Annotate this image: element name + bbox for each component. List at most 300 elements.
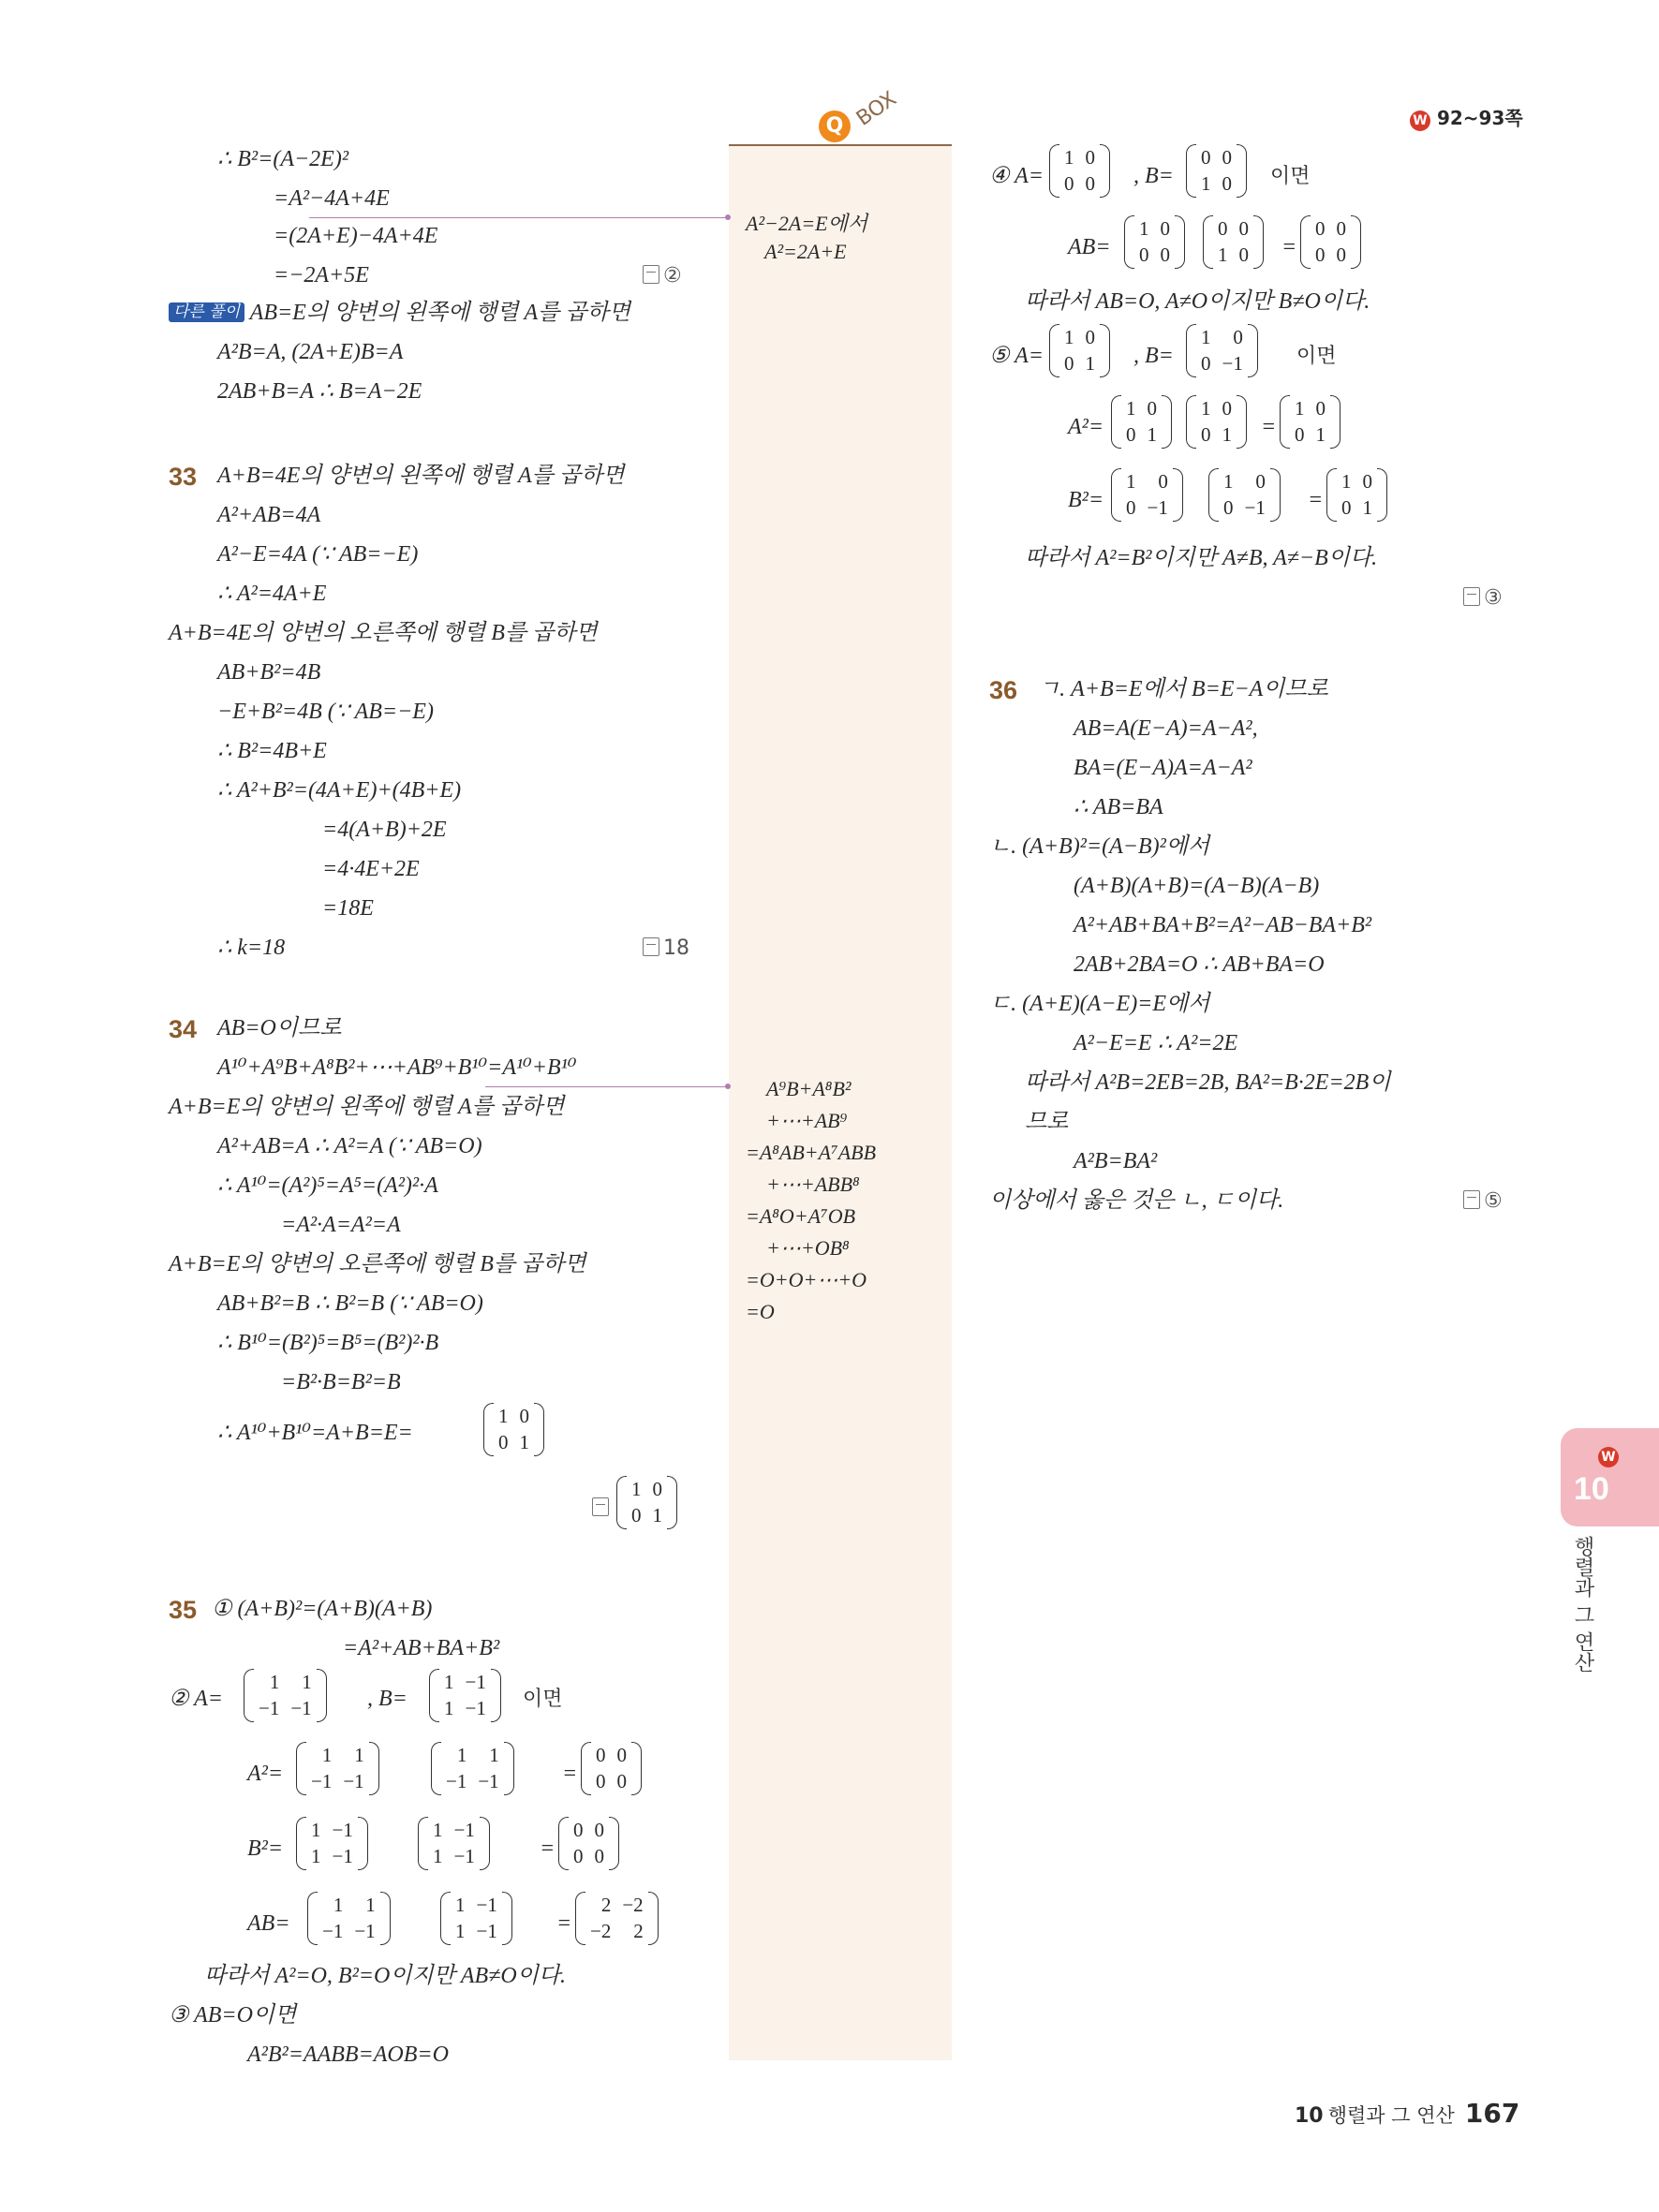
matrix-entry: 1 (444, 1671, 454, 1693)
bracket-left (1049, 324, 1059, 377)
matrix-entry: 0 (1126, 423, 1136, 447)
answer-36 (1463, 1189, 1503, 1213)
solution-line: ㄴ. (A+B)²=(A−B)²에서 (989, 834, 1210, 859)
solution-line: ∴ AB=BA (1074, 795, 1163, 819)
sidebar-note: =A⁸AB+A⁷ABB (746, 1141, 877, 1164)
matrix-entry: −1 (311, 1770, 333, 1793)
bracket-left (440, 1892, 451, 1945)
w-logo-icon: W (1598, 1447, 1619, 1467)
answer-value: ③ (1484, 586, 1503, 610)
matrix-entry: 0 (1201, 352, 1211, 376)
bracket-left (616, 1476, 627, 1529)
problem-number: 35 (169, 1596, 198, 1624)
bracket-left (418, 1817, 428, 1870)
solution-line: A+B=E의 양변의 왼쪽에 행렬 A를 곱하면 (169, 1095, 565, 1119)
sidebar-note: +⋯+AB⁹ (766, 1109, 848, 1132)
solution-line: 므로 (1025, 1110, 1069, 1134)
matrix-entry: 1 (1126, 470, 1136, 493)
solution-line: 이면 (1270, 165, 1311, 188)
matrix-entry: 1 (498, 1405, 509, 1427)
equals-sign: = (1308, 488, 1324, 512)
bracket-left (558, 1817, 569, 1870)
solution-line: ㄱ. A+B=E에서 B=E−A이므로 (1038, 677, 1328, 701)
solution-line: A+B=4E의 양변의 왼쪽에 행렬 A를 곱하면 (217, 464, 625, 488)
sidebar-note: =O (746, 1300, 775, 1323)
matrix-entry: 1 (1147, 423, 1157, 447)
matrix-entry: 0 (1233, 326, 1243, 348)
matrix-entry: 2 (633, 1920, 644, 1943)
matrix-entry: 1 (1222, 423, 1232, 447)
matrix (1186, 324, 1258, 377)
matrix-entry: 2 (600, 1894, 612, 1916)
solution-line: 이면 (523, 1688, 563, 1711)
answer-icon (1463, 587, 1480, 606)
solution-line: ∴ A²=4A+E (217, 582, 327, 606)
bracket-right (369, 1742, 379, 1795)
bracket-left (1326, 468, 1337, 522)
matrix-entry: 0 (1362, 470, 1372, 493)
matrix-entry: −2 (622, 1894, 644, 1916)
answer-icon (592, 1497, 609, 1516)
solution-line: ∴ k=18 (217, 936, 286, 960)
solution-line: , B= (367, 1687, 407, 1711)
matrix-entry: 0 (1315, 217, 1326, 240)
solution-line: =−2A+5E (274, 263, 369, 288)
bracket-right (1248, 324, 1258, 377)
matrix-entry: 1 (489, 1744, 499, 1766)
pointer-line (309, 217, 726, 218)
matrix (1326, 468, 1387, 522)
matrix-entry: −1 (453, 1819, 475, 1841)
solution-line: ∴ A¹⁰+B¹⁰=A+B=E= (217, 1421, 413, 1445)
bracket-right (1237, 144, 1247, 198)
bracket-right (480, 1817, 490, 1870)
matrix (483, 1403, 544, 1456)
answer-32 (643, 264, 682, 288)
matrix (1111, 395, 1172, 449)
answer-icon (643, 937, 659, 956)
bracket-right (1330, 395, 1341, 449)
solution-line: A²+AB+BA+B²=A²−AB−BA+B² (1074, 913, 1372, 937)
matrix-entry: −1 (332, 1819, 353, 1841)
matrix-entry: 1 (1085, 352, 1095, 376)
equals-sign: = (540, 1836, 555, 1861)
matrix-entry: −1 (354, 1920, 376, 1943)
matrix-entry: 1 (1201, 397, 1211, 420)
matrix-entry: −1 (1244, 496, 1266, 520)
bracket-right (648, 1892, 659, 1945)
solution-line: 따라서 AB=O, A≠O이지만 B≠O이다. (1025, 289, 1370, 314)
matrix-entry: 0 (1222, 146, 1232, 169)
matrix-entry: 0 (498, 1431, 509, 1454)
solution-line: 따라서 A²=B²이지만 A≠B, A≠−B이다. (1025, 546, 1378, 570)
solution-line: B²= (1068, 488, 1104, 512)
matrix-entry: −1 (1222, 352, 1243, 376)
matrix-entry: 1 (321, 1744, 333, 1766)
matrix (1186, 395, 1247, 449)
bracket-left (1186, 324, 1196, 377)
matrix (418, 1817, 490, 1870)
pointer-dot (725, 1084, 731, 1089)
bracket-left (1300, 215, 1311, 269)
answer-value: 18 (663, 936, 689, 960)
matrix-entry: 0 (1255, 470, 1266, 493)
bracket-left (1203, 215, 1213, 269)
matrix-entry: 0 (596, 1744, 606, 1766)
answer-35 (1463, 586, 1503, 610)
bracket-right (1377, 468, 1387, 522)
matrix-entry: 0 (1201, 423, 1211, 447)
matrix-entry: 1 (433, 1819, 443, 1841)
bracket-left (1111, 395, 1121, 449)
matrix-entry: −1 (476, 1920, 497, 1943)
solution-line: ① (A+B)²=(A+B)(A+B) (212, 1597, 433, 1621)
bracket-right (1100, 324, 1110, 377)
solution-line: ⑤ A= (989, 344, 1044, 368)
page-number: 167 (1464, 2098, 1520, 2129)
solution-line: =4·4E+2E (322, 857, 420, 881)
bracket-right (609, 1817, 619, 1870)
solution-line: A+B=4E의 양변의 오른쪽에 행렬 B를 곱하면 (169, 621, 598, 645)
bracket-right (1237, 395, 1247, 449)
qbox-label: BOX (852, 87, 901, 131)
footer-chapter-title: 행렬과 그 연산 (1327, 2104, 1455, 2127)
matrix-entry: 0 (1336, 217, 1346, 240)
matrix-entry: 0 (1160, 243, 1170, 267)
matrix-entry: 0 (1315, 243, 1326, 267)
bracket-right (358, 1817, 368, 1870)
bracket-right (1100, 144, 1110, 198)
matrix-entry: −1 (465, 1671, 486, 1693)
matrix (616, 1476, 677, 1529)
matrix (1300, 215, 1361, 269)
solution-line: =A²·A=A²=A (281, 1213, 401, 1237)
matrix-entry: 1 (1126, 397, 1136, 420)
matrix-entry: −1 (259, 1697, 280, 1720)
matrix-entry: 1 (1341, 470, 1352, 493)
solution-line: A¹⁰+A⁹B+A⁸B²+⋯+AB⁹+B¹⁰=A¹⁰+B¹⁰ (217, 1055, 577, 1080)
q-circle-icon: Q (819, 111, 851, 142)
sidebar-note: +⋯+ABB⁸ (766, 1172, 860, 1196)
matrix-entry: −1 (290, 1697, 312, 1720)
solution-text: AB=E의 양변의 왼쪽에 행렬 A를 곱하면 (244, 301, 630, 325)
matrix-entry: 1 (1223, 470, 1234, 493)
matrix-entry: 0 (519, 1405, 529, 1427)
matrix-entry: 1 (1362, 496, 1372, 520)
matrix-entry: 1 (1201, 172, 1211, 196)
matrix-entry: 0 (631, 1504, 642, 1527)
bracket-right (504, 1742, 514, 1795)
matrix-entry: 0 (1147, 397, 1157, 420)
matrix-entry: 0 (1341, 496, 1352, 520)
answer-icon (643, 265, 659, 284)
matrix-entry: 0 (1085, 326, 1095, 348)
matrix-entry: 0 (1336, 243, 1346, 267)
matrix-entry: 1 (333, 1894, 344, 1916)
matrix-entry: 1 (433, 1845, 443, 1868)
matrix-entry: 1 (1064, 326, 1074, 348)
solution-line: A²= (247, 1762, 284, 1786)
matrix-entry: 1 (311, 1819, 321, 1841)
matrix-entry: 1 (519, 1431, 529, 1454)
solution-line: =4(A+B)+2E (322, 818, 447, 842)
bracket-left (1111, 468, 1121, 522)
matrix-entry: 0 (596, 1770, 606, 1793)
solution-line: 2AB+B=A ∴ B=A−2E (217, 379, 422, 404)
matrix (1280, 395, 1341, 449)
solution-line: A²B=A, (2A+E)B=A (217, 340, 404, 364)
matrix-entry: 1 (455, 1920, 466, 1943)
matrix-entry: 1 (354, 1744, 364, 1766)
qbox-top-rule (729, 144, 952, 146)
sidebar-note: A²=2A+E (764, 240, 847, 263)
solution-line: ㄷ. (A+E)(A−E)=E에서 (989, 992, 1210, 1016)
solution-line: ② A= (169, 1687, 223, 1711)
matrix (296, 1742, 379, 1795)
bracket-right (1351, 215, 1361, 269)
matrix (429, 1669, 501, 1722)
matrix (575, 1892, 659, 1945)
problem-number: 36 (989, 676, 1018, 704)
solution-line: A²−E=4A (∵ AB=−E) (217, 542, 419, 567)
matrix-entry: 0 (573, 1845, 584, 1868)
solution-line: A²+AB=A ∴ A²=A (∵ AB=O) (217, 1134, 482, 1158)
solution-line: B²= (247, 1836, 284, 1861)
solution-line: 따라서 A²B=2EB=2B, BA²=B·2E=2B이 (1025, 1070, 1391, 1095)
equals-sign: = (562, 1762, 578, 1786)
bracket-left (483, 1403, 494, 1456)
solution-line: ③ AB=O이면 (169, 2003, 297, 2028)
solution-line: 따라서 A²=O, B²=O이지만 AB≠O이다. (204, 1964, 567, 1988)
problem-number: 34 (169, 1015, 198, 1043)
equals-sign: = (556, 1911, 572, 1936)
matrix (431, 1742, 514, 1795)
solution-line: =B²·B=B²=B (281, 1370, 401, 1394)
solution-line: AB= (1068, 235, 1111, 259)
matrix (244, 1669, 327, 1722)
matrix-entry: 1 (631, 1478, 642, 1500)
matrix-entry: 0 (573, 1819, 584, 1841)
matrix-entry: 0 (616, 1770, 627, 1793)
bracket-right (667, 1476, 677, 1529)
solution-line: =18E (322, 896, 374, 921)
solution-line: BA=(E−A)A=A−A² (1074, 756, 1252, 780)
bracket-right (1270, 468, 1281, 522)
matrix-entry: 0 (1160, 217, 1170, 240)
matrix-entry: 0 (1222, 172, 1232, 196)
qbox-sidebar (729, 144, 952, 2060)
bracket-left (296, 1817, 306, 1870)
matrix-entry: 1 (1064, 146, 1074, 169)
matrix-entry: 0 (1238, 217, 1249, 240)
matrix-entry: −1 (465, 1697, 486, 1720)
sidebar-note: =O+O+⋯+O (746, 1268, 867, 1291)
solution-line: =A²−4A+4E (274, 186, 390, 211)
pointer-line (485, 1086, 726, 1087)
matrix (1049, 144, 1110, 198)
matrix-entry: 0 (1238, 243, 1249, 267)
solution-line: −E+B²=4B (∵ AB=−E) (217, 700, 434, 724)
matrix (1111, 468, 1183, 522)
answer-34 (592, 1497, 613, 1520)
solution-line: =A²+AB+BA+B² (343, 1636, 500, 1660)
solution-line: AB+B²=4B (217, 660, 321, 685)
matrix (558, 1817, 619, 1870)
matrix-entry: 1 (456, 1744, 467, 1766)
matrix-entry: −2 (590, 1920, 612, 1943)
answer-value: ⑤ (1484, 1189, 1503, 1213)
matrix-entry: 1 (455, 1894, 466, 1916)
bracket-left (296, 1742, 306, 1795)
bracket-right (317, 1669, 327, 1722)
solution-line: A²B=BA² (1074, 1149, 1158, 1173)
bracket-left (1049, 144, 1059, 198)
solution-line: AB= (247, 1911, 290, 1936)
matrix-entry: 0 (1201, 146, 1211, 169)
matrix-entry: 0 (1085, 172, 1095, 196)
matrix-entry: 0 (1223, 496, 1234, 520)
matrix-entry: −1 (332, 1845, 353, 1868)
matrix-entry: 1 (1315, 423, 1326, 447)
chapter-tab (1561, 1428, 1659, 1526)
matrix (581, 1742, 642, 1795)
matrix-entry: 1 (311, 1845, 321, 1868)
matrix (1124, 215, 1185, 269)
sidebar-note: =A⁸O+A⁷OB (746, 1204, 856, 1228)
matrix-entry: 0 (1139, 243, 1149, 267)
solution-line: ∴ B²=4B+E (217, 739, 327, 763)
pointer-dot (725, 214, 731, 220)
matrix-entry: −1 (322, 1920, 344, 1943)
bracket-left (431, 1742, 441, 1795)
matrix (1203, 215, 1264, 269)
matrix-entry: 0 (1064, 172, 1074, 196)
solution-line: A²−E=E ∴ A²=2E (1074, 1031, 1238, 1055)
solution-line: ④ A= (989, 164, 1044, 188)
sidebar-note: +⋯+OB⁸ (766, 1236, 850, 1260)
footer-chapter-number: 10 (1295, 2104, 1324, 2128)
bracket-right (380, 1892, 391, 1945)
chapter-tab-number: 10 (1574, 1471, 1609, 1507)
answer-value: ② (663, 264, 682, 288)
matrix (1186, 144, 1247, 198)
matrix-entry: 1 (1201, 326, 1211, 348)
other-solution-badge: 다른 풀이 (169, 302, 244, 322)
matrix-entry: 0 (1315, 397, 1326, 420)
page-footer (1295, 2098, 1519, 2129)
solution-line: 이면 (1296, 345, 1337, 368)
matrix-entry: 0 (1218, 217, 1228, 240)
bracket-left (244, 1669, 254, 1722)
bracket-left (1208, 468, 1219, 522)
matrix-entry: 0 (616, 1744, 627, 1766)
solution-line: ∴ A¹⁰=(A²)⁵=A⁵=(A²)²·A (217, 1173, 438, 1198)
equals-sign: = (1261, 415, 1277, 439)
page-reference: 92~93쪽 (1436, 107, 1523, 129)
bracket-right (631, 1742, 642, 1795)
bracket-left (1186, 144, 1196, 198)
solution-line: AB+B²=B ∴ B²=B (∵ AB=O) (217, 1291, 483, 1316)
bracket-left (1280, 395, 1290, 449)
bracket-right (502, 1892, 512, 1945)
solution-line: =(2A+E)−4A+4E (274, 224, 438, 248)
solution-line: 2AB+2BA=O ∴ AB+BA=O (1074, 952, 1325, 977)
solution-line: A²B²=AABB=AOB=O (247, 2042, 449, 2067)
matrix-entry: −1 (476, 1894, 497, 1916)
matrix-entry: −1 (446, 1770, 467, 1793)
matrix-entry: 1 (302, 1671, 312, 1693)
matrix-entry: 1 (1295, 397, 1305, 420)
solution-line: A²= (1068, 415, 1104, 439)
page-header (1410, 103, 1523, 131)
matrix-entry: −1 (1147, 496, 1168, 520)
matrix-entry: 1 (444, 1697, 454, 1720)
answer-33 (643, 936, 689, 960)
matrix (307, 1892, 391, 1945)
matrix-entry: 0 (1064, 352, 1074, 376)
solution-line: ∴ B²=(A−2E)² (217, 147, 349, 171)
w-logo-icon: W (1410, 111, 1430, 131)
matrix-entry: 0 (1158, 470, 1168, 493)
solution-line: (A+B)(A+B)=(A−B)(A−B) (1074, 874, 1320, 898)
matrix (1049, 324, 1110, 377)
matrix (440, 1892, 512, 1945)
matrix-entry: 1 (652, 1504, 662, 1527)
other-solution (169, 302, 630, 324)
problem-number: 33 (169, 463, 198, 491)
bracket-right (1173, 468, 1183, 522)
bracket-left (575, 1892, 585, 1945)
solution-line: AB=A(E−A)=A−A², (1074, 716, 1258, 741)
bracket-right (1175, 215, 1185, 269)
matrix-entry: −1 (453, 1845, 475, 1868)
matrix-entry: 0 (594, 1819, 604, 1841)
bracket-left (307, 1892, 318, 1945)
bracket-right (534, 1403, 544, 1456)
matrix-entry: −1 (478, 1770, 499, 1793)
bracket-left (581, 1742, 591, 1795)
equals-sign: = (1281, 235, 1297, 259)
qbox-logo (819, 87, 901, 142)
solution-line: , B= (1133, 164, 1174, 188)
solution-line: ∴ B¹⁰=(B²)⁵=B⁵=(B²)²·B (217, 1331, 439, 1355)
chapter-tab-title: 행렬과 그 연산 (1571, 1536, 1594, 1673)
answer-icon (1463, 1190, 1480, 1209)
solution-line: A+B=E의 양변의 오른쪽에 행렬 B를 곱하면 (169, 1252, 586, 1276)
matrix-entry: 0 (1126, 496, 1136, 520)
solution-line: 이상에서 옳은 것은 ㄴ, ㄷ이다. (989, 1188, 1284, 1213)
sidebar-note: A⁹B+A⁸B² (766, 1077, 852, 1100)
bracket-right (1253, 215, 1264, 269)
matrix-entry: 0 (1222, 397, 1232, 420)
bracket-left (1186, 395, 1196, 449)
matrix-entry: 0 (652, 1478, 662, 1500)
matrix-entry: 1 (269, 1671, 280, 1693)
bracket-right (1162, 395, 1172, 449)
matrix-entry: 1 (365, 1894, 376, 1916)
matrix-entry: 1 (1218, 243, 1228, 267)
matrix (1208, 468, 1281, 522)
bracket-right (491, 1669, 501, 1722)
solution-line: AB=O이므로 (217, 1016, 342, 1040)
matrix-entry: 0 (1295, 423, 1305, 447)
matrix-entry: 1 (1139, 217, 1149, 240)
matrix-entry: 0 (594, 1845, 604, 1868)
matrix-entry: 0 (1085, 146, 1095, 169)
bracket-left (1124, 215, 1134, 269)
sidebar-note: A²−2A=E에서 (746, 212, 868, 235)
matrix (296, 1817, 368, 1870)
